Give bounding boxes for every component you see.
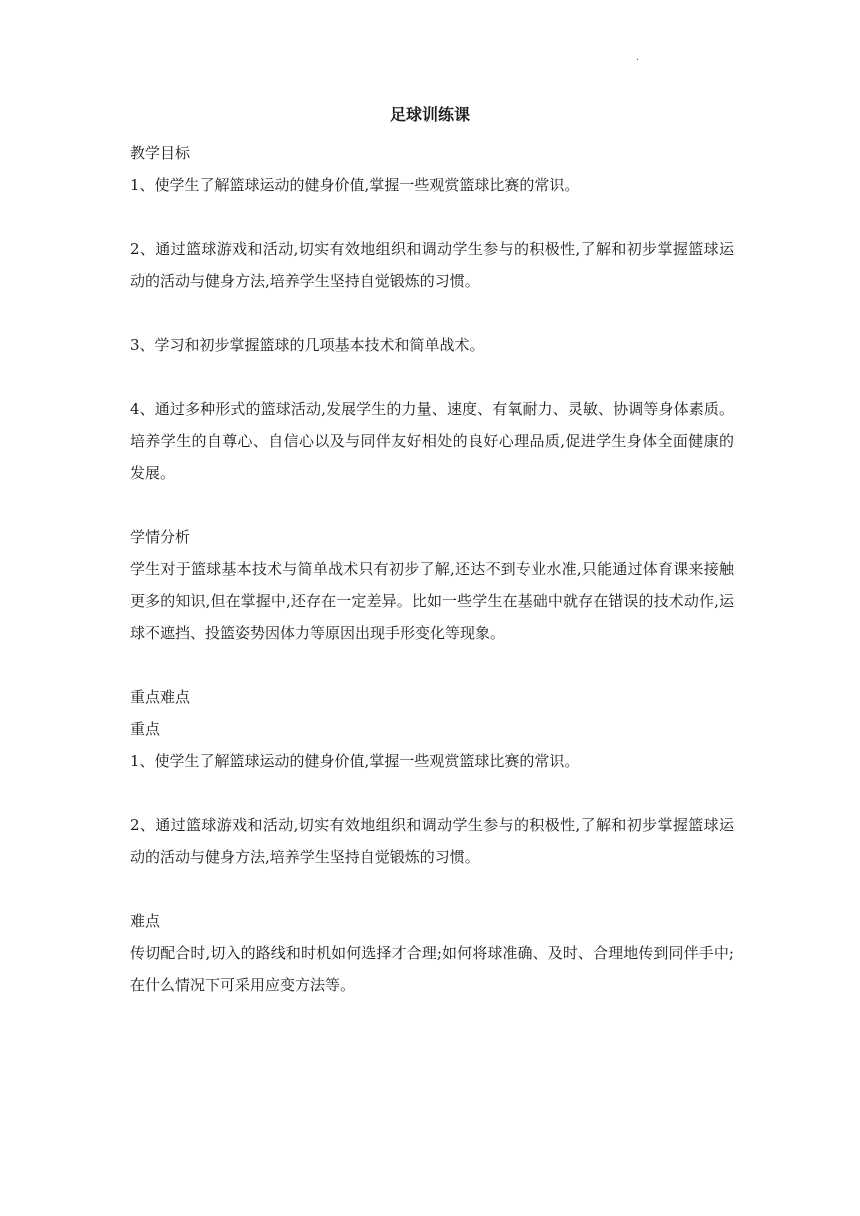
goal-item-4: 4、通过多种形式的篮球活动,发展学生的力量、速度、有氧耐力、灵敏、协调等身体素质。培养学生的自尊心、自信心以及与同伴友好相处的良好心理品质,促进学生身体全面健康的发展。: [130, 400, 734, 482]
difficulty-heading: 难点: [130, 912, 161, 930]
goal-item-1: 1、使学生了解篮球运动的健身价值,掌握一些观赏篮球比赛的常识。: [130, 176, 580, 194]
difficulty-text: 传切配合时,切入的路线和时机如何选择才合理;如何将球准确、及时、合理地传到同伴手中;在什么情况下可采用应变方法等。: [130, 944, 734, 994]
paragraph-gap: [130, 649, 734, 681]
paragraph-gap: [130, 297, 734, 329]
header-dot-mark: ·: [636, 55, 640, 66]
paragraph-gap: [130, 777, 734, 809]
analysis-text: 学生对于篮球基本技术与简单战术只有初步了解,还达不到专业水准,只能通过体育课来接触更多的知识,但在掌握中,还存在一定差异。比如一些学生在基础中就存在错误的技术动作,运球不遮挡、投篮姿势因体力等原因出现手形变化等现象。: [130, 560, 734, 642]
paragraph-gap: [130, 361, 734, 393]
goal-item-3: 3、学习和初步掌握篮球的几项基本技术和简单战术。: [130, 336, 485, 354]
analysis-heading: 学情分析: [130, 528, 191, 546]
key-points-heading: 重点难点: [130, 688, 191, 706]
paragraph-gap: [130, 873, 734, 905]
document-title: 足球训练课: [389, 105, 470, 124]
key-item-2: 2、通过篮球游戏和活动,切实有效地组织和调动学生参与的积极性,了解和初步掌握篮球运动的活动与健身方法,培养学生坚持自觉锻炼的习惯。: [130, 816, 734, 866]
paragraph-gap: [130, 489, 734, 521]
goals-heading: 教学目标: [130, 144, 191, 162]
goal-item-2: 2、通过篮球游戏和活动,切实有效地组织和调动学生参与的积极性,了解和初步掌握篮球运动的活动与健身方法,培养学生坚持自觉锻炼的习惯。: [130, 240, 734, 290]
key-heading: 重点: [130, 720, 161, 738]
key-item-1: 1、使学生了解篮球运动的健身价值,掌握一些观赏篮球比赛的常识。: [130, 752, 580, 770]
paragraph-gap: [130, 201, 734, 233]
document-body: [130, 137, 734, 1001]
